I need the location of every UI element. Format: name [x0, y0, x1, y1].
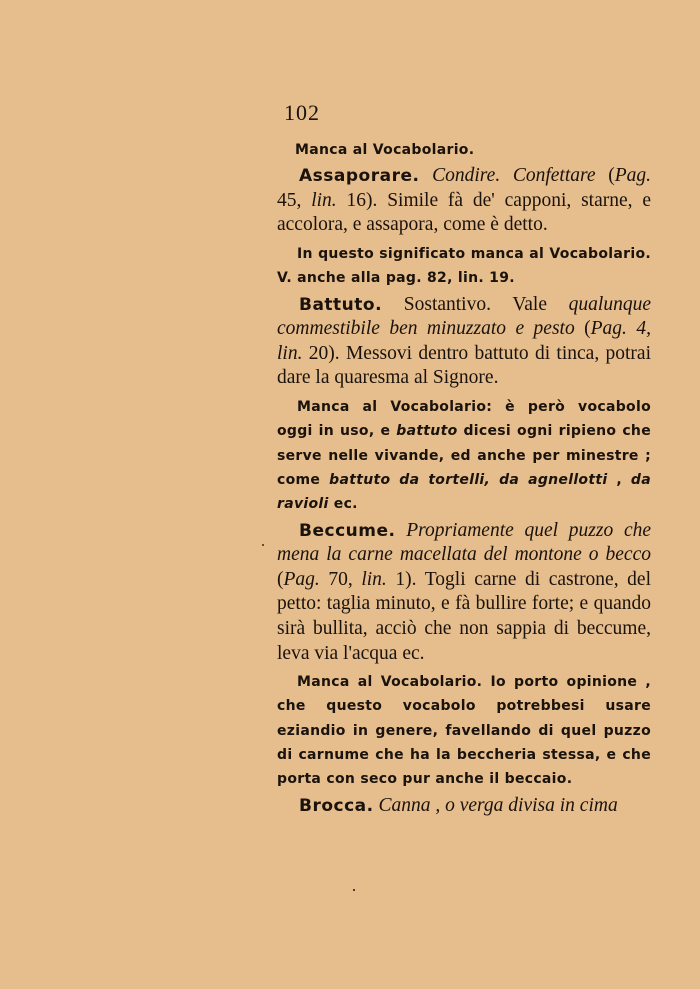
- note-text: [277, 670, 651, 791]
- dictionary-entries: [277, 164, 651, 818]
- entry-text: [277, 519, 651, 667]
- dictionary-entry: [277, 164, 651, 238]
- text-run: (: [595, 165, 615, 187]
- text-run: 70,: [319, 568, 362, 590]
- stray-mark: [262, 544, 264, 546]
- italic-text: Pag.: [614, 165, 651, 187]
- page-number: 102: [284, 100, 320, 125]
- entry-text: [277, 794, 651, 819]
- text-run: [395, 520, 406, 541]
- italic-text: battuto: [396, 423, 458, 440]
- text-run: Sostantivo. Vale: [382, 293, 569, 315]
- text-run: 20). Messovi dentro battuto di tinca, potrai dare la quaresma al Signore.: [277, 342, 651, 389]
- editor-note: [277, 242, 651, 291]
- text-run: In questo significato manca al Vocabolario. V. anche alla pag. 82, lin. 19.: [277, 246, 651, 287]
- text-run: ec.: [328, 496, 358, 513]
- editor-note: [277, 395, 651, 516]
- text-run: Manca al Vocabolario. Io porto opinione , che questo vocabolo potrebbesi usare eziandio in genere, favellando di quel puzzo di carnume che ha la beccheria stessa, e che porta con seco pur anche il beccaio.: [277, 674, 651, 788]
- note-text: [277, 395, 651, 516]
- text-run: dicesi ogni ripieno che serve nelle vivande, ed anche per minestre ; come: [277, 423, 651, 488]
- italic-text: da ravioli: [277, 471, 651, 513]
- italic-text: lin.: [311, 189, 337, 211]
- note-text: [277, 242, 651, 291]
- italic-text: battuto da tortelli, da agnellotti: [329, 471, 608, 488]
- text-run: 45,: [277, 189, 312, 211]
- italic-text: Condire. Confettare: [432, 165, 596, 187]
- italic-text: qualunque commestibile ben minuzzato e pesto: [277, 293, 651, 340]
- page-dot: [353, 889, 355, 891]
- text-run: (: [277, 568, 284, 590]
- headword: Battuto.: [299, 294, 383, 315]
- text-run: Manca al Vocabolario: è però vocabolo oggi in uso, e: [277, 399, 651, 440]
- italic-text: Pag. 4, lin.: [277, 318, 651, 364]
- note-manca-vocabolario: [277, 138, 651, 162]
- text-run: 16). Simile fà de' capponi, starne, e accolora, e assapora, come è detto.: [277, 189, 651, 236]
- dictionary-entry: [277, 794, 651, 819]
- entry-text: [277, 164, 651, 238]
- dictionary-entry: [277, 293, 651, 391]
- text-column: [277, 138, 651, 822]
- italic-text: Propriamente quel puzzo che mena la carne macellata del montone o becco: [277, 519, 652, 566]
- text-run: [419, 165, 432, 186]
- headword: Beccume.: [299, 520, 396, 541]
- entry-text: [277, 293, 651, 391]
- text-run: (: [574, 318, 591, 340]
- text-run: 1). Togli carne di castrone, del petto: taglia minuto, e fà bullire forte; e quando sirà bullita, acciò che non sappia di beccume, leva via l'acqua ec.: [277, 568, 651, 664]
- editor-note: [277, 670, 651, 791]
- italic-text: Canna , o verga divisa in cima: [378, 794, 618, 816]
- note-text: Manca al Vocabolario.: [295, 142, 475, 158]
- italic-text: Pag.: [283, 568, 320, 590]
- headword: Brocca.: [299, 795, 374, 816]
- headword: Assaporare.: [299, 166, 420, 187]
- dictionary-entry: [277, 519, 651, 667]
- text-run: ,: [607, 471, 631, 488]
- italic-text: lin.: [361, 568, 387, 590]
